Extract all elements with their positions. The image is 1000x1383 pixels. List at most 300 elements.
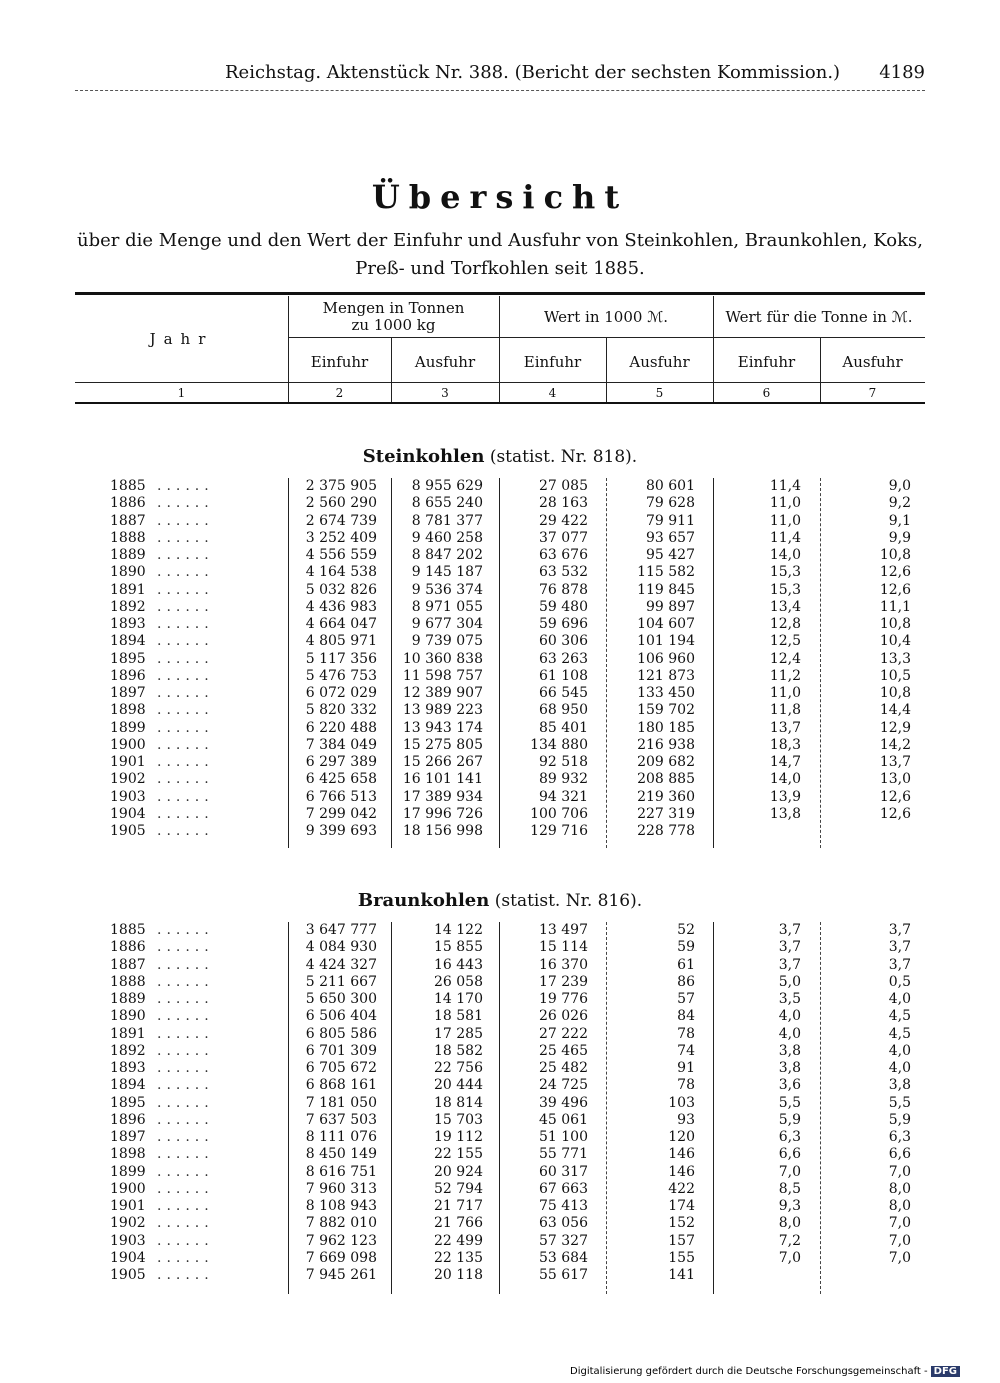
table-cell: 11,0 — [769, 495, 801, 512]
table-cell: 8 655 240 — [411, 495, 483, 512]
table-cell: 1891 — [110, 1025, 146, 1042]
table-cell: 13,3 — [879, 650, 911, 667]
table-steinkohlen — [75, 478, 925, 848]
table-cell: 27 085 — [539, 478, 588, 494]
table-cell: 11,0 — [769, 685, 801, 701]
table-cell: 5,9 — [888, 1111, 911, 1128]
table-cell: 24 725 — [539, 1077, 588, 1094]
table-cell: 13,4 — [769, 598, 801, 615]
document-subtitle — [60, 227, 940, 283]
table-cell: 22 756 — [434, 1060, 483, 1076]
table-cell: 1892 — [110, 598, 146, 615]
table-cell: 8,0 — [778, 1215, 801, 1232]
table-cell: 1889 — [110, 547, 146, 563]
table-cell: 6 805 586 — [305, 1025, 377, 1042]
table-cell: 7 962 123 — [305, 1232, 377, 1249]
table-cell: 1892 — [110, 1042, 146, 1059]
table-cell: 11,8 — [769, 702, 801, 719]
table-cell: 95 427 — [646, 547, 695, 563]
table-row — [75, 599, 925, 616]
table-cell: 75 413 — [539, 1198, 588, 1214]
table-cell: 4,0 — [888, 1042, 911, 1059]
table-cell: 4,5 — [888, 1025, 911, 1042]
section-name: Braunkohlen — [357, 890, 490, 911]
table-cell: 5 476 753 — [305, 667, 377, 684]
table-cell: 4 084 930 — [305, 939, 377, 956]
table-row — [75, 616, 925, 633]
table-row — [75, 1060, 925, 1077]
section-name: Steinkohlen — [362, 446, 485, 467]
table-cell: 3 647 777 — [305, 922, 377, 938]
table-cell: 1905 — [110, 1267, 146, 1283]
table-cell: 18 814 — [434, 1094, 483, 1111]
table-cell: 12,5 — [769, 633, 801, 650]
table-cell: 7 882 010 — [305, 1215, 377, 1232]
leader-dots: ...... — [157, 633, 214, 650]
subtitle-line-1: über die Menge und den Wert der Einfuhr und Ausfuhr von Steinkohlen, Braunkohlen, Koks, — [77, 230, 923, 251]
table-cell: 3,7 — [888, 939, 911, 956]
leader-dots: ...... — [157, 922, 214, 938]
table-cell: 1898 — [110, 1146, 146, 1163]
table-cell: 16 443 — [434, 956, 483, 973]
table-cell: 57 327 — [539, 1232, 588, 1249]
table-cell: 17 239 — [539, 973, 588, 990]
header-year: Jahr — [149, 330, 214, 348]
table-row — [75, 720, 925, 737]
leader-dots: ...... — [157, 512, 214, 529]
table-cell: 1893 — [110, 616, 146, 632]
table-cell: 25 465 — [539, 1042, 588, 1059]
table-cell: 6,6 — [888, 1146, 911, 1163]
table-row — [75, 478, 925, 495]
table-cell: 10,8 — [879, 685, 911, 701]
table-cell: 20 924 — [434, 1163, 483, 1180]
table-cell: 8 108 943 — [305, 1198, 377, 1214]
table-cell: 12,6 — [879, 788, 911, 805]
column-number-5: 5 — [655, 386, 664, 400]
table-cell: 7 960 313 — [305, 1180, 377, 1197]
table-cell: 1898 — [110, 702, 146, 719]
table-row — [75, 991, 925, 1008]
table-row — [75, 922, 925, 939]
table-cell: 93 657 — [646, 529, 695, 546]
table-cell: 17 996 726 — [402, 805, 483, 822]
digitization-footer — [570, 1366, 960, 1377]
table-cell: 4 556 559 — [305, 547, 377, 563]
table-cell: 155 — [668, 1249, 695, 1266]
table-cell: 15 703 — [434, 1111, 483, 1128]
table-cell: 141 — [668, 1267, 695, 1283]
table-cell: 119 845 — [637, 581, 695, 598]
leader-dots: ...... — [157, 564, 214, 581]
table-row — [75, 1181, 925, 1198]
table-row — [75, 1146, 925, 1163]
table-cell: 12,6 — [879, 564, 911, 581]
table-cell: 11 598 757 — [402, 667, 483, 684]
table-cell: 60 317 — [539, 1163, 588, 1180]
table-cell: 15 855 — [434, 939, 483, 956]
table-cell: 29 422 — [539, 512, 588, 529]
table-cell: 59 — [677, 939, 695, 956]
header-price-import: Einfuhr — [737, 353, 796, 371]
table-cell: 3,5 — [778, 991, 801, 1007]
table-cell: 10,8 — [879, 547, 911, 563]
leader-dots: ...... — [157, 529, 214, 546]
table-cell: 1887 — [110, 512, 146, 529]
table-cell: 3,8 — [888, 1077, 911, 1094]
leader-dots: ...... — [157, 1198, 214, 1214]
leader-dots: ...... — [157, 685, 214, 701]
table-row — [75, 547, 925, 564]
table-cell: 9,3 — [778, 1198, 801, 1214]
table-cell: 3,7 — [778, 939, 801, 956]
table-cell: 15,3 — [769, 564, 801, 581]
table-cell: 4 164 538 — [305, 564, 377, 581]
table-cell: 3,6 — [778, 1077, 801, 1094]
table-cell: 1894 — [110, 1077, 146, 1094]
table-cell: 92 518 — [539, 754, 588, 770]
table-cell: 60 306 — [539, 633, 588, 650]
table-cell: 6,3 — [888, 1129, 911, 1145]
table-cell: 11,4 — [769, 478, 801, 494]
table-cell: 159 702 — [637, 702, 695, 719]
table-cell: 174 — [668, 1198, 695, 1214]
table-cell: 5,0 — [778, 973, 801, 990]
table-cell: 7 669 098 — [305, 1249, 377, 1266]
leader-dots: ...... — [157, 598, 214, 615]
table-cell: 216 938 — [637, 736, 695, 753]
table-cell: 79 911 — [646, 512, 695, 529]
table-cell: 15 275 805 — [402, 736, 483, 753]
table-row — [75, 789, 925, 806]
table-cell: 89 932 — [539, 771, 588, 788]
table-cell: 180 185 — [637, 719, 695, 736]
table-cell: 157 — [668, 1232, 695, 1249]
column-number-3: 3 — [441, 386, 449, 400]
running-header — [75, 62, 925, 86]
table-row — [75, 582, 925, 599]
table-row — [75, 974, 925, 991]
leader-dots: ...... — [157, 667, 214, 684]
table-cell: 19 112 — [434, 1129, 483, 1145]
table-cell: 7,2 — [778, 1232, 801, 1249]
table-cell: 27 222 — [539, 1025, 588, 1042]
table-cell: 1890 — [110, 564, 146, 581]
table-cell: 9 399 693 — [305, 823, 377, 839]
table-cell: 14 122 — [434, 922, 483, 938]
table-cell: 8 111 076 — [305, 1129, 377, 1145]
column-number-6: 6 — [762, 386, 771, 400]
table-cell: 10 360 838 — [402, 650, 483, 667]
table-cell: 7,0 — [778, 1163, 801, 1180]
table-cell: 9 677 304 — [411, 616, 483, 632]
table-cell: 8 781 377 — [411, 512, 483, 529]
table-cell: 18 156 998 — [402, 823, 483, 839]
table-cell: 45 061 — [539, 1111, 588, 1128]
table-cell: 13,8 — [769, 805, 801, 822]
table-cell: 99 897 — [646, 598, 695, 615]
table-cell: 13,0 — [879, 771, 911, 788]
table-cell: 78 — [677, 1025, 695, 1042]
table-cell: 13,7 — [769, 719, 801, 736]
table-cell: 4 424 327 — [305, 956, 377, 973]
table-cell: 14,2 — [879, 736, 911, 753]
table-row — [75, 806, 925, 823]
table-cell: 1885 — [110, 478, 146, 494]
table-cell: 219 360 — [637, 788, 695, 805]
table-cell: 1891 — [110, 581, 146, 598]
table-cell: 8,0 — [888, 1180, 911, 1197]
table-cell: 22 155 — [434, 1146, 483, 1163]
table-cell: 6 701 309 — [305, 1042, 377, 1059]
table-cell: 25 482 — [539, 1060, 588, 1076]
table-cell: 3,7 — [778, 922, 801, 938]
table-cell: 8,0 — [888, 1198, 911, 1214]
table-row — [75, 823, 925, 840]
subtitle-line-2: Preß- und Torfkohlen seit 1885. — [355, 258, 645, 279]
table-cell: 227 319 — [637, 805, 695, 822]
table-cell: 4 436 983 — [305, 598, 377, 615]
table-cell: 1901 — [110, 1198, 146, 1214]
leader-dots: ...... — [157, 754, 214, 770]
table-row — [75, 513, 925, 530]
table-cell: 18 581 — [434, 1008, 483, 1025]
table-cell: 19 776 — [539, 991, 588, 1007]
leader-dots: ...... — [157, 495, 214, 512]
table-cell: 2 560 290 — [305, 495, 377, 512]
leader-dots: ...... — [157, 547, 214, 563]
leader-dots: ...... — [157, 823, 214, 839]
table-cell: 9,1 — [888, 512, 911, 529]
table-row — [75, 1077, 925, 1094]
table-cell: 39 496 — [539, 1094, 588, 1111]
table-cell: 6 220 488 — [305, 719, 377, 736]
table-cell: 59 696 — [539, 616, 588, 632]
section-ref: (statist. Nr. 816). — [494, 891, 643, 911]
table-cell: 94 321 — [539, 788, 588, 805]
table-cell: 85 401 — [539, 719, 588, 736]
table-cell: 1886 — [110, 939, 146, 956]
table-cell: 17 389 934 — [402, 788, 483, 805]
leader-dots: ...... — [157, 1146, 214, 1163]
header-group-quantity-line2: zu 1000 kg — [351, 316, 436, 334]
table-cell: 228 778 — [637, 823, 695, 839]
table-cell: 7,0 — [778, 1249, 801, 1266]
table-row — [75, 1198, 925, 1215]
table-cell: 4,0 — [888, 991, 911, 1007]
table-row — [75, 633, 925, 650]
table-cell: 6 297 389 — [305, 754, 377, 770]
table-cell: 422 — [668, 1180, 695, 1197]
header-value-import: Einfuhr — [523, 353, 582, 371]
table-cell: 1903 — [110, 788, 146, 805]
column-number-7: 7 — [868, 386, 877, 400]
table-cell: 12 389 907 — [402, 685, 483, 701]
table-cell: 9 460 258 — [411, 529, 483, 546]
table-cell: 5,5 — [778, 1094, 801, 1111]
dfg-logo: DFG — [931, 1366, 960, 1377]
header-bottom-rule — [75, 402, 925, 404]
table-cell: 10,4 — [879, 633, 911, 650]
leader-dots: ...... — [157, 973, 214, 990]
table-cell: 6 506 404 — [305, 1008, 377, 1025]
table-cell: 74 — [677, 1042, 695, 1059]
table-row — [75, 668, 925, 685]
table-cell: 101 194 — [637, 633, 695, 650]
table-cell: 22 499 — [434, 1232, 483, 1249]
table-cell: 1897 — [110, 1129, 146, 1145]
section-title-braunkohlen — [0, 890, 1000, 911]
column-number-4: 4 — [548, 386, 557, 400]
table-cell: 1894 — [110, 633, 146, 650]
table-cell: 68 950 — [539, 702, 588, 719]
table-cell: 6 072 029 — [305, 685, 377, 701]
table-cell: 3,8 — [778, 1060, 801, 1076]
table-cell: 1893 — [110, 1060, 146, 1076]
table-cell: 16 101 141 — [402, 771, 483, 788]
table-cell: 14,7 — [769, 754, 801, 770]
header-quantity-import: Einfuhr — [310, 353, 369, 371]
table-cell: 2 375 905 — [305, 478, 377, 494]
table-cell: 5 032 826 — [305, 581, 377, 598]
table-row — [75, 1164, 925, 1181]
table-row — [75, 495, 925, 512]
header-rule — [75, 90, 925, 91]
leader-dots: ...... — [157, 788, 214, 805]
table-cell: 10,8 — [879, 616, 911, 632]
table-cell: 59 480 — [539, 598, 588, 615]
header-price-export: Ausfuhr — [842, 353, 903, 371]
table-cell: 63 263 — [539, 650, 588, 667]
leader-dots: ...... — [157, 1077, 214, 1094]
table-cell: 1903 — [110, 1232, 146, 1249]
table-row — [75, 754, 925, 771]
column-number-1: 1 — [177, 386, 186, 400]
table-cell: 208 885 — [637, 771, 695, 788]
table-cell: 12,4 — [769, 650, 801, 667]
leader-dots: ...... — [157, 478, 214, 494]
leader-dots: ...... — [157, 1267, 214, 1283]
table-cell: 66 545 — [539, 685, 588, 701]
leader-dots: ...... — [157, 1094, 214, 1111]
table-cell: 13,9 — [769, 788, 801, 805]
table-cell: 7 384 049 — [305, 736, 377, 753]
footer-text: Digitalisierung gefördert durch die Deutsche Forschungsgemeinschaft - — [570, 1366, 928, 1377]
leader-dots: ...... — [157, 1163, 214, 1180]
table-cell: 1900 — [110, 1180, 146, 1197]
table-cell: 7 945 261 — [305, 1267, 377, 1283]
table-cell: 13,7 — [879, 754, 911, 770]
table-cell: 8 616 751 — [305, 1163, 377, 1180]
table-row — [75, 1112, 925, 1129]
table-row — [75, 685, 925, 702]
table-cell: 1895 — [110, 1094, 146, 1111]
table-cell: 15 266 267 — [402, 754, 483, 770]
table-cell: 11,1 — [879, 598, 911, 615]
table-cell: 8 955 629 — [411, 478, 483, 494]
table-cell: 20 118 — [434, 1267, 483, 1283]
table-cell: 8,5 — [778, 1180, 801, 1197]
table-cell: 13 989 223 — [402, 702, 483, 719]
table-cell: 5,5 — [888, 1094, 911, 1111]
table-cell: 12,8 — [769, 616, 801, 632]
leader-dots: ...... — [157, 1025, 214, 1042]
table-cell: 0,5 — [888, 973, 911, 990]
leader-dots: ...... — [157, 1060, 214, 1076]
table-cell: 12,6 — [879, 805, 911, 822]
column-number-2: 2 — [335, 386, 344, 400]
table-cell: 11,0 — [769, 512, 801, 529]
table-cell: 9,2 — [888, 495, 911, 512]
table-cell: 134 880 — [530, 736, 588, 753]
header-value-export: Ausfuhr — [629, 353, 690, 371]
table-cell: 5 117 356 — [305, 650, 377, 667]
table-cell: 1896 — [110, 1111, 146, 1128]
table-row — [75, 1215, 925, 1232]
table-cell: 11,4 — [769, 529, 801, 546]
table-cell: 1904 — [110, 1249, 146, 1266]
table-cell: 79 628 — [646, 495, 695, 512]
table-cell: 1887 — [110, 956, 146, 973]
table-column-header — [75, 292, 925, 404]
table-cell: 55 771 — [539, 1146, 588, 1163]
leader-dots: ...... — [157, 702, 214, 719]
header-group-quantity-line1: Mengen in Tonnen — [322, 299, 465, 317]
table-cell: 20 444 — [434, 1077, 483, 1094]
table-cell: 106 960 — [637, 650, 695, 667]
table-row — [75, 651, 925, 668]
table-cell: 1902 — [110, 1215, 146, 1232]
table-cell: 52 794 — [434, 1180, 483, 1197]
leader-dots: ...... — [157, 1232, 214, 1249]
leader-dots: ...... — [157, 956, 214, 973]
table-cell: 7,0 — [888, 1163, 911, 1180]
table-cell: 4,0 — [778, 1008, 801, 1025]
table-cell: 14 170 — [434, 991, 483, 1007]
table-cell: 5,9 — [778, 1111, 801, 1128]
table-cell: 3 252 409 — [305, 529, 377, 546]
table-cell: 4 664 047 — [305, 616, 377, 632]
table-cell: 3,7 — [888, 956, 911, 973]
section-title-steinkohlen — [0, 446, 1000, 467]
table-cell: 26 058 — [434, 973, 483, 990]
leader-dots: ...... — [157, 736, 214, 753]
table-cell: 55 617 — [539, 1267, 588, 1283]
leader-dots: ...... — [157, 616, 214, 632]
header-group-quantity — [288, 300, 499, 334]
table-cell: 3,7 — [888, 922, 911, 938]
leader-dots: ...... — [157, 771, 214, 788]
table-cell: 146 — [668, 1163, 695, 1180]
table-cell: 21 717 — [434, 1198, 483, 1214]
table-cell: 21 766 — [434, 1215, 483, 1232]
table-cell: 16 370 — [539, 956, 588, 973]
header-group-value: Wert in 1000 ℳ. — [543, 308, 668, 326]
table-row — [75, 564, 925, 581]
table-cell: 6 705 672 — [305, 1060, 377, 1076]
header-number-rule — [75, 382, 925, 383]
table-cell: 115 582 — [637, 564, 695, 581]
table-cell: 61 — [677, 956, 695, 973]
table-cell: 209 682 — [637, 754, 695, 770]
table-cell: 1889 — [110, 991, 146, 1007]
table-cell: 6 766 513 — [305, 788, 377, 805]
table-cell: 1895 — [110, 650, 146, 667]
table-cell: 18,3 — [769, 736, 801, 753]
table-cell: 76 878 — [539, 581, 588, 598]
table-cell: 1888 — [110, 973, 146, 990]
table-cell: 1897 — [110, 685, 146, 701]
